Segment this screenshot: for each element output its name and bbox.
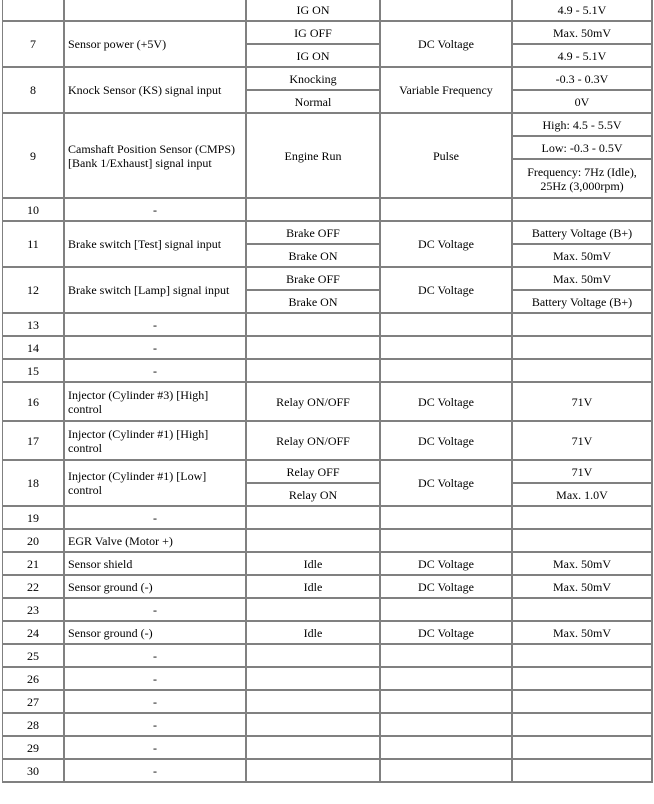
pin-description: - xyxy=(65,714,247,737)
pin-description: - xyxy=(65,645,247,668)
pin-description: Injector (Cylinder #3) [High] control xyxy=(65,383,247,422)
signal-type-cell: DC Voltage xyxy=(381,461,513,507)
test-result-cell: Max. 50mV xyxy=(513,553,653,576)
pin-description: EGR Valve (Motor +) xyxy=(65,530,247,553)
pin-number: 16 xyxy=(3,383,65,422)
test-result-cell xyxy=(513,691,653,714)
test-result-cell xyxy=(513,507,653,530)
pin-description: Camshaft Position Sensor (CMPS) [Bank 1/Exhaust] signal input xyxy=(65,114,247,199)
table-row xyxy=(3,714,653,737)
condition-cell: Relay OFF xyxy=(247,461,381,484)
condition-cell xyxy=(247,507,381,530)
condition-cell: Idle xyxy=(247,622,381,645)
test-result-cell xyxy=(513,714,653,737)
test-result-cell xyxy=(513,530,653,553)
test-result-cell: Battery Voltage (B+) xyxy=(513,291,653,314)
pin-number: 26 xyxy=(3,668,65,691)
condition-cell xyxy=(247,337,381,360)
table-row xyxy=(3,645,653,668)
condition-cell: Brake OFF xyxy=(247,268,381,291)
condition-cell: Brake OFF xyxy=(247,222,381,245)
test-result-cell: 0V xyxy=(513,91,653,114)
test-result-cell: Frequency: 7Hz (Idle), 25Hz (3,000rpm) xyxy=(513,160,653,199)
test-result-cell: Max. 50mV xyxy=(513,268,653,291)
pin-number: 29 xyxy=(3,737,65,760)
condition-cell xyxy=(247,737,381,760)
table-row xyxy=(3,691,653,714)
test-result-cell xyxy=(513,599,653,622)
test-result-cell: 71V xyxy=(513,383,653,422)
signal-type-cell: DC Voltage xyxy=(381,576,513,599)
condition-cell: Relay ON/OFF xyxy=(247,422,381,461)
pin-number: 20 xyxy=(3,530,65,553)
condition-cell xyxy=(247,714,381,737)
condition-cell xyxy=(247,645,381,668)
table-row xyxy=(3,68,653,91)
table-row xyxy=(3,461,653,484)
table-row xyxy=(3,314,653,337)
condition-cell: IG OFF xyxy=(247,22,381,45)
test-result-cell: Max. 50mV xyxy=(513,622,653,645)
table-row xyxy=(3,553,653,576)
condition-cell xyxy=(247,760,381,783)
pin-number: 14 xyxy=(3,337,65,360)
table-row xyxy=(3,268,653,291)
signal-type-cell xyxy=(381,714,513,737)
test-result-cell: -0.3 - 0.3V xyxy=(513,68,653,91)
table-row xyxy=(3,507,653,530)
pin-description: Brake switch [Lamp] signal input xyxy=(65,268,247,314)
condition-cell: IG ON xyxy=(247,45,381,68)
pin-description: - xyxy=(65,507,247,530)
test-result-cell xyxy=(513,668,653,691)
pin-description: - xyxy=(65,337,247,360)
signal-type-cell xyxy=(381,337,513,360)
test-result-cell: 71V xyxy=(513,461,653,484)
pin-number: 13 xyxy=(3,314,65,337)
pin-description: Knock Sensor (KS) signal input xyxy=(65,68,247,114)
signal-type-cell: DC Voltage xyxy=(381,422,513,461)
test-result-cell xyxy=(513,760,653,783)
test-result-cell: Max. 1.0V xyxy=(513,484,653,507)
pin-description: Sensor shield xyxy=(65,553,247,576)
condition-cell: Brake ON xyxy=(247,245,381,268)
condition-cell: Idle xyxy=(247,576,381,599)
signal-type-cell: DC Voltage xyxy=(381,622,513,645)
signal-type-cell xyxy=(381,199,513,222)
pin-number: 15 xyxy=(3,360,65,383)
condition-cell xyxy=(247,530,381,553)
pin-number: 10 xyxy=(3,199,65,222)
test-result-cell: 71V xyxy=(513,422,653,461)
condition-cell: Brake ON xyxy=(247,291,381,314)
table-row xyxy=(3,199,653,222)
table-row xyxy=(3,622,653,645)
pin-description: - xyxy=(65,691,247,714)
pin-number: 18 xyxy=(3,461,65,507)
condition-cell: Normal xyxy=(247,91,381,114)
test-result-cell: Battery Voltage (B+) xyxy=(513,222,653,245)
table-row xyxy=(3,599,653,622)
condition-cell: Relay ON/OFF xyxy=(247,383,381,422)
test-result-cell: Max. 50mV xyxy=(513,576,653,599)
pin-description: Sensor ground (-) xyxy=(65,622,247,645)
pin-number: 24 xyxy=(3,622,65,645)
table-row xyxy=(3,530,653,553)
signal-type-cell xyxy=(381,314,513,337)
signal-type-cell: DC Voltage xyxy=(381,222,513,268)
table-row xyxy=(3,668,653,691)
signal-type-cell xyxy=(381,691,513,714)
condition-cell xyxy=(247,314,381,337)
signal-type-cell xyxy=(381,760,513,783)
pin-description: Sensor ground (-) xyxy=(65,576,247,599)
pin-number: 25 xyxy=(3,645,65,668)
table-row xyxy=(3,114,653,137)
test-result-cell: Max. 50mV xyxy=(513,22,653,45)
test-result-cell xyxy=(513,199,653,222)
table-body xyxy=(3,0,653,783)
signal-type-cell: DC Voltage xyxy=(381,383,513,422)
pin-number: 9 xyxy=(3,114,65,199)
table-row xyxy=(3,760,653,783)
signal-type-cell: Pulse xyxy=(381,114,513,199)
condition-cell xyxy=(247,691,381,714)
test-result-cell: Low: -0.3 - 0.5V xyxy=(513,137,653,160)
condition-cell: Knocking xyxy=(247,68,381,91)
pin-description: - xyxy=(65,199,247,222)
pin-number: 8 xyxy=(3,68,65,114)
test-result-cell xyxy=(513,360,653,383)
pin-description: - xyxy=(65,314,247,337)
signal-type-cell xyxy=(381,360,513,383)
condition-cell xyxy=(247,199,381,222)
signal-type-cell: DC Voltage xyxy=(381,22,513,68)
pin-number: 30 xyxy=(3,760,65,783)
signal-type-cell xyxy=(381,737,513,760)
pin-description: - xyxy=(65,760,247,783)
pin-description: - xyxy=(65,737,247,760)
pin-number: 28 xyxy=(3,714,65,737)
signal-type-cell xyxy=(381,599,513,622)
condition-cell: Idle xyxy=(247,553,381,576)
pin-number: 7 xyxy=(3,22,65,68)
signal-type-cell xyxy=(381,668,513,691)
table-row xyxy=(3,337,653,360)
table-row xyxy=(3,222,653,245)
pin-number: 12 xyxy=(3,268,65,314)
table-row xyxy=(3,576,653,599)
table-row xyxy=(3,360,653,383)
test-result-cell xyxy=(513,645,653,668)
signal-type-cell: Variable Frequency xyxy=(381,68,513,114)
condition-cell: Engine Run xyxy=(247,114,381,199)
pin-number: 23 xyxy=(3,599,65,622)
pin-description: - xyxy=(65,668,247,691)
table-row xyxy=(3,383,653,422)
condition-cell xyxy=(247,599,381,622)
test-result-cell: Max. 50mV xyxy=(513,245,653,268)
pin-number: 21 xyxy=(3,553,65,576)
condition-cell: Relay ON xyxy=(247,484,381,507)
pin-number: 27 xyxy=(3,691,65,714)
signal-type-cell xyxy=(381,530,513,553)
pin-signal-table xyxy=(2,0,653,783)
pin-description: Injector (Cylinder #1) [Low] control xyxy=(65,461,247,507)
pin-number: 19 xyxy=(3,507,65,530)
signal-type-cell: DC Voltage xyxy=(381,268,513,314)
signal-type-cell xyxy=(381,645,513,668)
condition-cell xyxy=(247,360,381,383)
pin-description: Brake switch [Test] signal input xyxy=(65,222,247,268)
table-row xyxy=(3,22,653,45)
test-result-cell xyxy=(513,337,653,360)
table-row xyxy=(3,0,653,22)
test-result-cell: 4.9 - 5.1V xyxy=(513,0,653,22)
signal-type-cell xyxy=(381,507,513,530)
signal-type-cell xyxy=(381,0,513,22)
table-row xyxy=(3,422,653,461)
test-result-cell: High: 4.5 - 5.5V xyxy=(513,114,653,137)
pin-description: Injector (Cylinder #1) [High] control xyxy=(65,422,247,461)
pin-number: 11 xyxy=(3,222,65,268)
test-result-cell xyxy=(513,314,653,337)
test-result-cell: 4.9 - 5.1V xyxy=(513,45,653,68)
pin-number: 17 xyxy=(3,422,65,461)
pin-description: - xyxy=(65,599,247,622)
condition-cell xyxy=(247,668,381,691)
signal-type-cell: DC Voltage xyxy=(381,553,513,576)
pin-description: - xyxy=(65,360,247,383)
pin-description: Sensor power (+5V) xyxy=(65,22,247,68)
test-result-cell xyxy=(513,737,653,760)
condition-cell: IG ON xyxy=(247,0,381,22)
pin-description xyxy=(65,0,247,22)
pin-number xyxy=(3,0,65,22)
pin-number: 22 xyxy=(3,576,65,599)
table-row xyxy=(3,737,653,760)
